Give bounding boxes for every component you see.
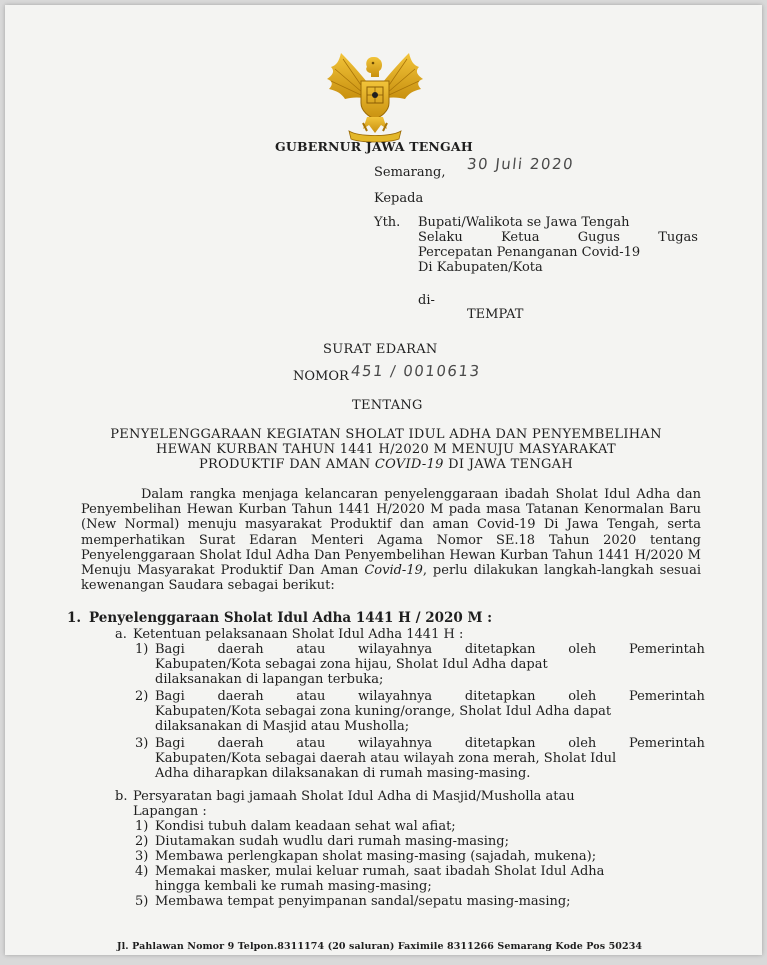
letter-type: SURAT EDARAN [323,342,438,357]
subject-line: PRODUKTIF DAN AMAN COVID-19 DI JAWA TENGAH [198,457,574,472]
di-label: di- [418,293,435,308]
subject-line: HEWAN KURBAN TAHUN 1441 H/2020 M MENUJU MASYARAKAT [156,442,616,457]
handwritten-number: 451 / 0010613 [350,362,482,380]
list-item: 2) Bagi daerah atau wilayahnya ditetapkan oleh Pemerintah Kabupaten/Kota sebagai zona kuning/orange, Sholat Idul Adha dapat dilaksanakan di Masjid atau Musholla; [135,689,705,735]
addressee-line-justified: Selaku Ketua Gugus Tugas [418,230,698,245]
kepada-label: Kepada [374,191,424,206]
subsection-b-heading: b. Persyaratan bagi jamaah Sholat Idul Adha di Masjid/Musholla atau Lapangan : [115,789,575,819]
addressee-block [418,215,698,275]
addressee-line: Percepatan Penanganan Covid-19 [418,245,641,260]
letterhead-footer: Jl. Pahlawan Nomor 9 Telpon.8311174 (20 saluran) Faximile 8311266 Semarang Kode Pos 50234 [117,941,643,952]
intro-paragraph: Dalam rangka menjaga kelancaran penyelenggaraan ibadah Sholat Idul Adha dan Penyembelihan Hewan Kurban Tahun 1441 H/2020 M pada masa Tatanan Kenormalan Baru (New Normal) menuju masyarakat Produktif dan aman Covid-19 Di Jawa Tengah, serta memperhatikan Surat Edaran Menteri Agama Nomor SE.18 Tahun 2020 tentang Penyelenggaraan Sholat Idul Adha Dan Penyembelihan Hewan Kurban Tahun 1441 H/2020 M Menuju Masyarakat Produktif Dan Aman Covid-19, perlu dilakukan langkah-langkah sesuai kewenangan Saudara sebagai berikut: [81,487,701,594]
subject-line: PENYELENGGARAAN KEGIATAN SHOLAT IDUL ADHA DAN PENYEMBELIHAN [110,427,662,442]
list-item: 3) Bagi daerah atau wilayahnya ditetapkan oleh Pemerintah Kabupaten/Kota sebagai daerah atau wilayah zona merah, Sholat Idul Adha diharapkan dilaksanakan di rumah masing-masing. [135,736,705,782]
subject-heading [81,427,691,472]
section-1-heading: 1. Penyelenggaraan Sholat Idul Adha 1441 H / 2020 M : [67,610,493,626]
yth-label: Yth. [374,215,401,230]
tentang-label: TENTANG [352,398,423,413]
list-item: 4) Memakai masker, mulai keluar rumah, saat ibadah Sholat Idul Adha hingga kembali ke rumah masing-masing; [135,864,605,894]
addressee-line: Bupati/Walikota se Jawa Tengah [418,215,630,230]
number-label: NOMOR [293,369,349,384]
governor-title: GUBERNUR JAWA TENGAH [275,139,473,154]
handwritten-date: 30 Juli 2020 [466,155,576,173]
garuda-emblem-icon [323,47,427,143]
tempat-label: TEMPAT [467,307,524,322]
place-label: Semarang, [374,165,446,180]
addressee-line: Di Kabupaten/Kota [418,260,543,275]
letter-page: GUBERNUR JAWA TENGAH Semarang, 30 Juli 2020 Kepada Yth. Bupati/Walikota se Jawa Tengah Selaku Ketua Gugus Tugas Percepatan Penanganan Covid-19 Di Kabupaten/Kota di- TEMPAT SURAT EDARAN NOMOR 451 / 0010613 TENTANG PENYELENGGARAAN KEGIATAN SHOLAT IDUL ADHA DAN PENYEMBELIHAN HEWAN KURBAN TAHUN 1441 H/2020 M MENUJU MASYARAKAT PRODUKTIF DAN AMAN COVID-19 DI JAWA TENGAH Dalam rangka menjaga kelancaran penyelenggaraan ibadah Sholat Idul Adha dan Penyembelihan Hewan Kurban Tahun 1441 H/2020 M pada masa Tatanan Kenormalan Baru (New Normal) menuju masyarakat Produktif dan aman Covid-19 Di Jawa Tengah, serta memperhatikan Surat Edaran Menteri Agama Nomor SE.18 Tahun 2020 tentang Penyelenggaraan Sholat Idul Adha Dan Penyembelihan Hewan Kurban Tahun 1441 H/2020 M Menuju Masyarakat Produktif Dan Aman Covid-19, perlu dilakukan langkah-langkah sesuai kewenangan Saudara sebagai berikut: 1. Penyelenggaraan Sholat Idul Adha 1441 H / 2020 M : a. Ketentuan pelaksanaan Sholat Idul Adha 1441 H : 1) Bagi daerah atau wilayahnya ditetapkan oleh Pemerintah Kabupaten/Kota sebagai zona hijau, Sholat Idul Adha dapat dilaksanakan di lapangan terbuka; 2) Bagi daerah atau wilayahnya ditetapkan oleh Pemerintah Kabupaten/Kota sebagai zona kuning/orange, Sholat Idul Adha dapat dilaksanakan di Masjid atau Musholla; 3) Bagi daerah atau wilayahnya ditetapkan oleh Pemerintah Kabupaten/Kota sebagai daerah atau wilayah zona merah, Sholat Idul Adha diharapkan dilaksanakan di rumah masing-masing. b. Persyaratan bagi jamaah Sholat Idul Adha di Masjid/Musholla atau Lapangan : 1) Kondisi tubuh dalam keadaan sehat wal afiat; 2) Diutamakan sudah wudlu dari rumah masing-masing; 3) Membawa perlengkapan sholat masing-masing (sajadah, mukena); 4) Memakai masker, mulai keluar rumah, saat ibadah Sholat Idul Adha hingga kembali ke rumah masing-masing; 5) Membawa tempat penyimpanan sandal/sepatu masing-masing; Jl. Pahlawan Nomor 9 Telpon.8311174 (20 saluran) Faximile 8311266 Semarang Kode Pos 50234 [5,5,762,955]
list-item: 1) Bagi daerah atau wilayahnya ditetapkan oleh Pemerintah Kabupaten/Kota sebagai zona hijau, Sholat Idul Adha dapat dilaksanakan di lapangan terbuka; [135,642,705,688]
